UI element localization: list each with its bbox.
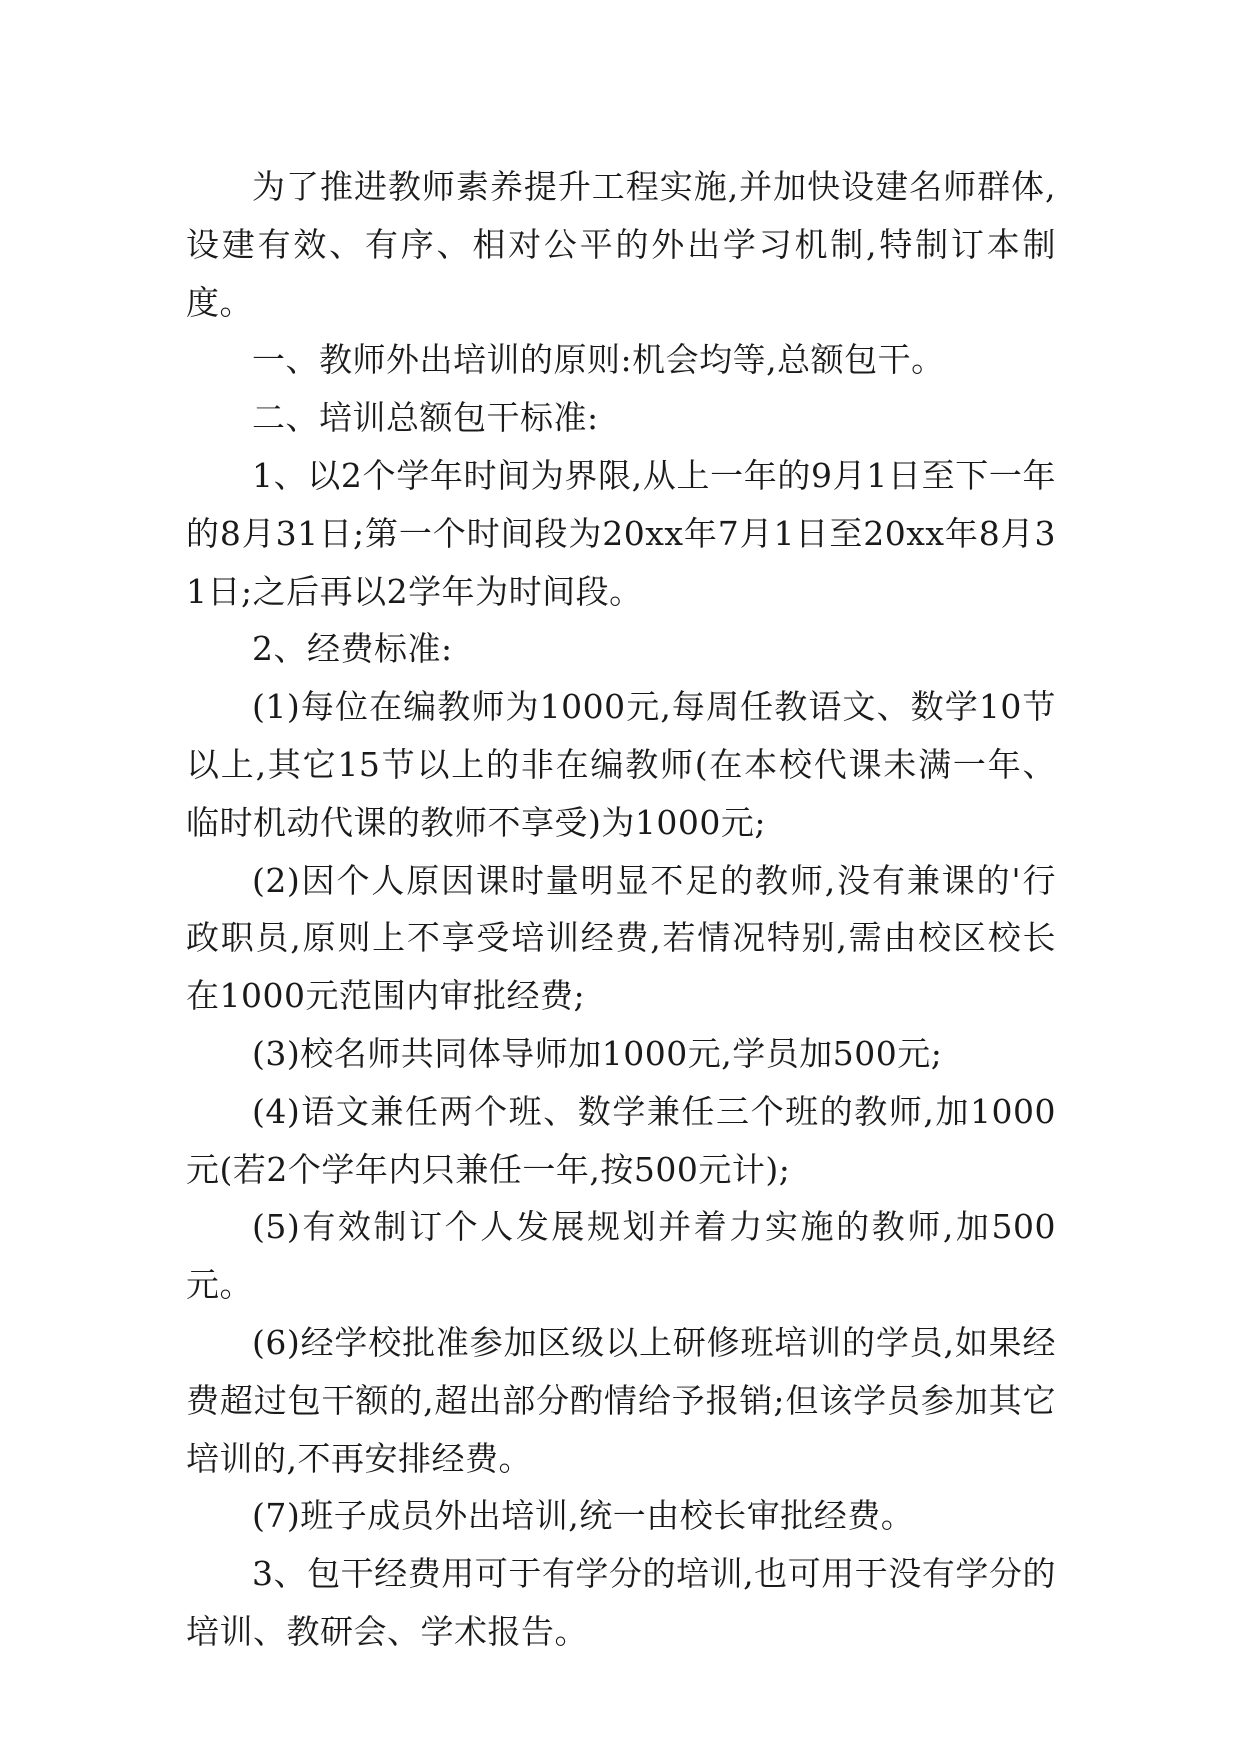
paragraph-subitem-4: (4)语文兼任两个班、数学兼任三个班的教师,加1000元(若2个学年内只兼任一年,按500元计); — [186, 1091, 1056, 1189]
paragraph-subitem-6: (6)经学校批准参加区级以上研修班培训的学员,如果经费超过包干额的,超出部分酌情给予报销;但该学员参加其它培训的,不再安排经费。 — [186, 1322, 1056, 1478]
paragraph-intro: 为了推进教师素养提升工程实施,并加快设建名师群体,设建有效、有序、相对公平的外出学习机制,特制订本制度。 — [186, 167, 1056, 322]
paragraph-item-1: 1、以2个学年时间为界限,从上一年的9月1日至下一年的8月31日;第一个时间段为20xx年7月1日至20xx年8月31日;之后再以2学年为时间段。 — [186, 455, 1056, 611]
paragraph-subitem-1: (1)每位在编教师为1000元,每周任教语文、数学10节以上,其它15节以上的非在编教师(在本校代课未满一年、临时机动代课的教师不享受)为1000元; — [186, 687, 1056, 842]
document-body — [186, 158, 1056, 1661]
paragraph-item-2: 2、经费标准: — [252, 629, 453, 669]
paragraph-subitem-3: (3)校名师共同体导师加1000元,学员加500元; — [252, 1033, 943, 1073]
paragraph-subitem-7: (7)班子成员外出培训,统一由校长审批经费。 — [252, 1496, 915, 1536]
paragraph-section-2: 二、培训总额包干标准: — [252, 398, 599, 438]
paragraph-item-3: 3、包干经费用可于有学分的培训,也可用于没有学分的培训、教研会、学术报告。 — [186, 1554, 1056, 1651]
paragraph-subitem-2: (2)因个人原因课时量明显不足的教师,没有兼课的'行政职员,原则上不享受培训经费,若情况特别,需由校区校长在1000元范围内审批经费; — [186, 860, 1056, 1016]
paragraph-subitem-5: (5)有效制订个人发展规划并着力实施的教师,加500元。 — [186, 1207, 1056, 1305]
paragraph-section-1: 一、教师外出培训的原则:机会均等,总额包干。 — [252, 340, 945, 380]
